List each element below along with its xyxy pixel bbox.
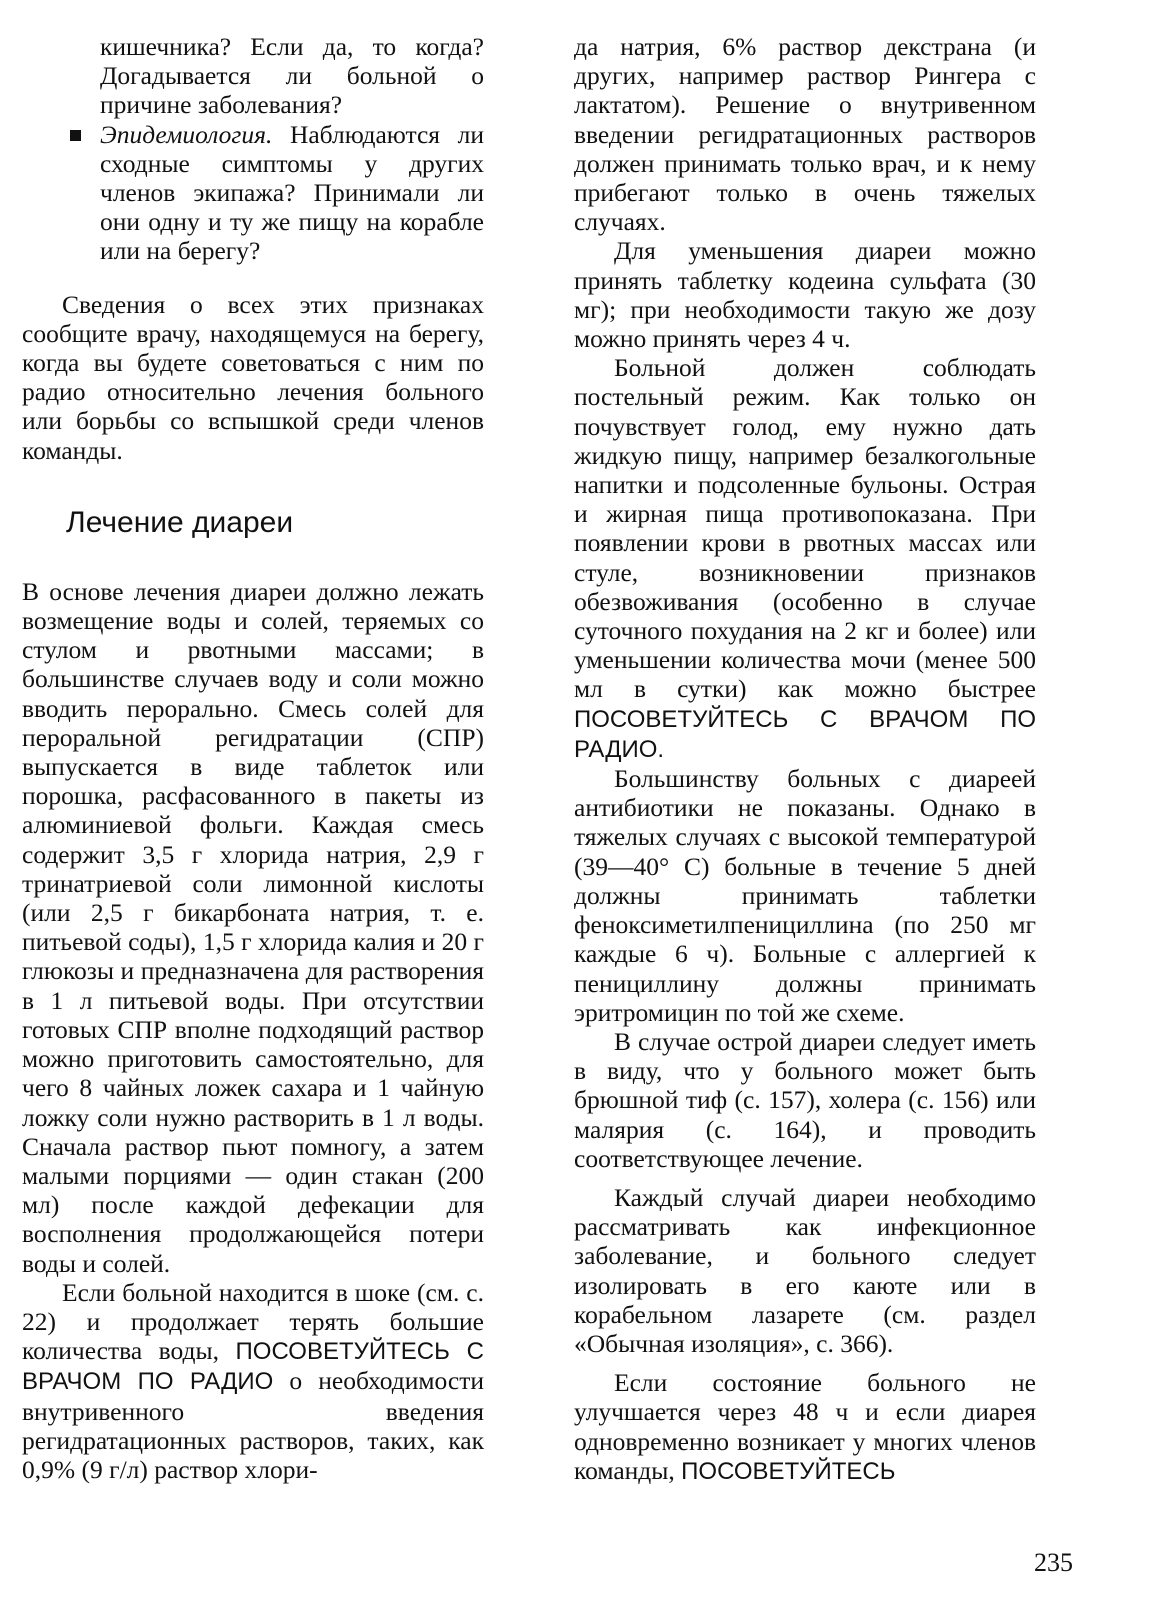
continued-bullet-text: кишечника? Если да, то когда? Догадывается ли больной о причине заболевания? <box>100 32 484 120</box>
paragraph-bed <box>574 353 1036 764</box>
bullet-text-epidemiology: Наблюдаются ли сходные симптомы у других членов экипажа? Принимали ли они одну и ту же пищу на корабле или на берегу? <box>100 119 484 266</box>
paragraph-continued: да натрия, 6% раствор декстрана (и других, например раствор Рингера с лактатом). Решение о внутривенном введении регидратационных растворов должен принимать только врач, и к нему прибегают только в очень тяжелых случаях. <box>574 32 1036 237</box>
list-item <box>22 32 484 120</box>
page-number: 235 <box>1034 1548 1073 1577</box>
left-column <box>22 32 484 1484</box>
list-item <box>22 120 484 266</box>
paragraph-shock-end: о необходимости внутривенного введения регидратационных растворов, таких, как 0,9% (9 г/л) раствор хлори- <box>22 1366 484 1484</box>
paragraph-shock-start: Если больной находится в шоке (см. с. 22) и продолжает терять большие количества воды, <box>22 1277 484 1366</box>
paragraph-infectious: Каждый случай диареи необходимо рассматривать как инфекционное заболевание, и больного следует изолировать в его каюте или в корабельном лазарете (см. раздел «Обычная изоляция», с. 366). <box>574 1182 1036 1358</box>
paragraph-shock <box>22 1278 484 1484</box>
paragraph-treatment: В основе лечения диареи должно лежать возмещение воды и солей, теряемых со стулом и рвотными массами; в большинстве случаев воду и соли можно вводить перорально. Смесь солей для пероральной регидратации (СПР) выпускается в виде таблеток или порошка, расфасованного в пакеты из алюминиевой фольги. Каждая смесь содержит 3,5 г хлорида натрия, 2,9 г тринатриевой соли лимонной кислоты (или 2,5 г бикарбоната натрия, т. е. питьевой соды), 1,5 г хлорида калия и 20 г глюкозы и предназначена для растворения в 1 л питьевой воды. При отсутствии готовых СПР вполне подходящий раствор можно приготовить самостоятельно, для чего 8 чайных ложек сахара и 1 чайную ложку соли нужно растворить в 1 л воды. Сначала раствор пьют помногу, а затем малыми порциями — один стакан (200 мл) после каждой дефекации для восполнения продолжающейся потери воды и солей. <box>22 576 484 1278</box>
paragraph-antibiotics: Большинству больных с диареей антибиотики не показаны. Однако в тяжелых случаях с высокой температурой (39—40° С) больные в течение 5 дней должны принимать таблетки феноксиметилпенициллина (по 250 мг каждые 6 ч). Больные с аллергией к пенициллину должны принимать эритромицин по той же схеме. <box>574 764 1036 1027</box>
paragraph-48h-start: Если состояние больного не улучшается через 48 ч и если диарея одновременно возникает у многих членов команды, <box>574 1368 1036 1485</box>
radio-consult-caps: ПОСОВЕТУЙТЕСЬ <box>681 1457 896 1485</box>
section-heading: Лечение диареи <box>66 505 294 539</box>
paragraph-48h <box>574 1368 1036 1486</box>
bullet-marker <box>70 130 81 141</box>
bullet-list <box>22 32 484 266</box>
paragraph-acute: В случае острой диареи следует иметь в виду, что у больного может быть брюшной тиф (с. 157), холера (с. 156) или малярия (с. 164), и проводить соответствующее лечение. <box>574 1026 1036 1173</box>
right-column <box>574 32 1036 1486</box>
paragraph-codeine: Для уменьшения диареи можно принять таблетку кодеина сульфата (30 мг); при необходимости такую же дозу можно принять через 4 ч. <box>574 236 1036 354</box>
radio-consult-caps: ПОСОВЕТУЙТЕСЬ С ВРАЧОМ ПО РАДИО <box>22 1338 484 1396</box>
paragraph-info: Сведения о всех этих признаках сообщите врачу, находящемуся на берегу, когда вы будете советоваться с ним по радио относительно лечения больного или борьбы со вспышкой среди членов команды. <box>22 289 484 465</box>
bullet-lead-epidemiology: Эпидемиология. <box>100 119 273 149</box>
paragraph-bed-start: Больной должен соблюдать постельный режим. Как только он почувствует голод, ему нужно дать жидкую пищу, например безалкогольные напитки и подсоленные бульоны. Острая и жирная пища противопоказана. При появлении крови в рвотных массах или стуле, возникновении признаков обезвоживания (особенно в случае суточного похудания на 2 кг и более) или уменьшении количества мочи (менее 500 мл в сутки) как можно быстрее <box>574 353 1036 704</box>
radio-consult-caps: ПОСОВЕТУЙТЕСЬ С ВРАЧОМ ПО РАДИО. <box>574 705 1036 763</box>
